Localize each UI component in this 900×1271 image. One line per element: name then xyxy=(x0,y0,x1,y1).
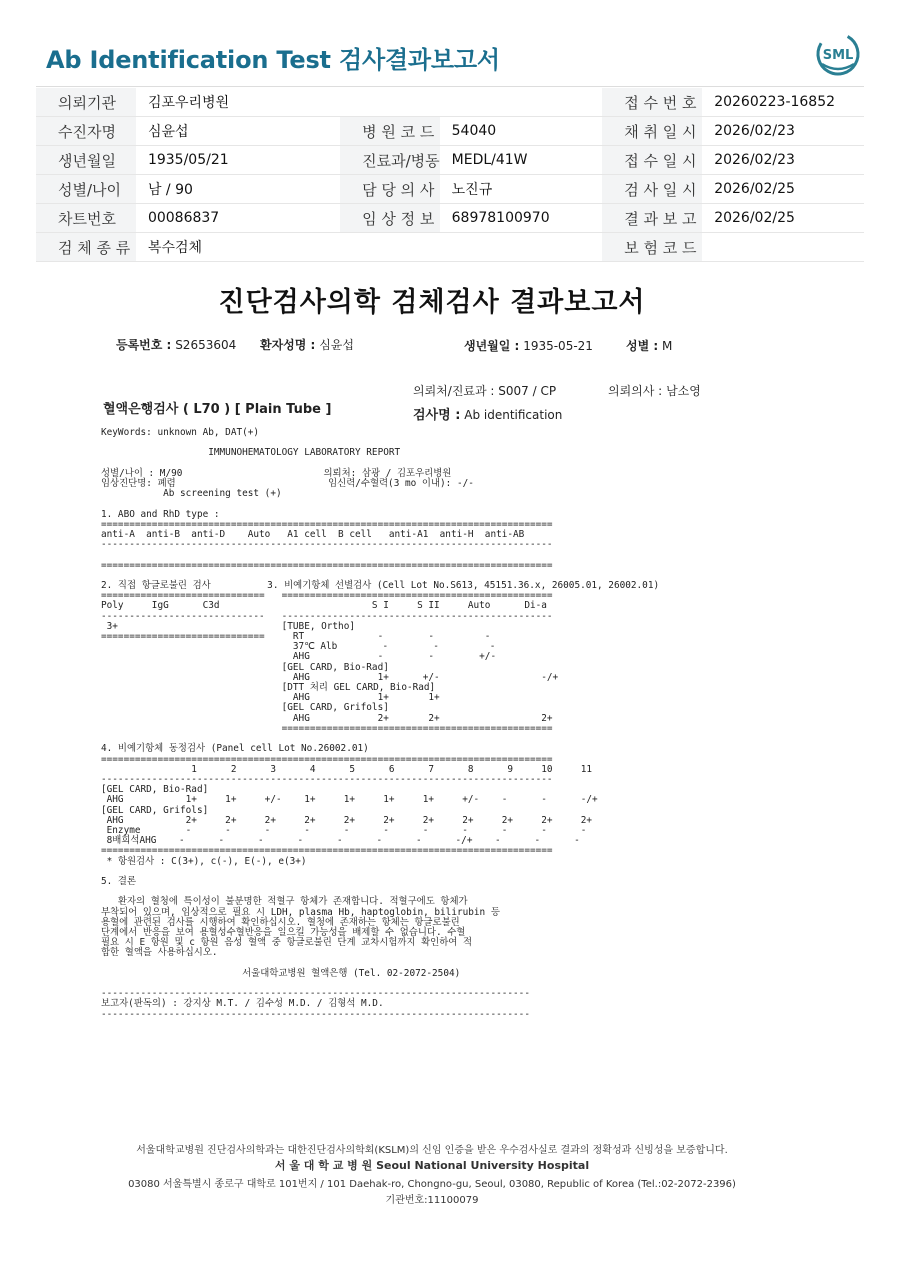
info-value xyxy=(440,88,603,117)
requesting-dept: 의뢰처/진료과 : S007 / CP xyxy=(413,384,557,398)
info-row xyxy=(36,233,864,262)
info-label: 차트번호 xyxy=(36,204,136,233)
info-value: 김포우리병원 xyxy=(136,88,340,117)
sml-logo xyxy=(814,30,862,78)
report-title: 진단검사의학 검체검사 결과보고서 xyxy=(218,287,646,318)
info-value: 2026/02/23 xyxy=(702,117,864,146)
logo-text: SML xyxy=(822,48,854,63)
info-value: 54040 xyxy=(440,117,603,146)
info-value: MEDL/41W xyxy=(440,146,603,175)
certification-note: 서울대학교병원 진단검사의학과는 대한진단검사의학회(KSLM)의 신임 인증을 받은 우수검사실로 결과의 정확성과 신빙성을 보증합니다. xyxy=(136,1145,728,1156)
info-label: 접 수 일 시 xyxy=(602,146,702,175)
info-value: 1935/05/21 xyxy=(136,146,340,175)
info-label: 결 과 보 고 xyxy=(602,204,702,233)
info-label: 병 원 코 드 xyxy=(340,117,440,146)
test-group: 혈액은행검사 ( L70 ) [ Plain Tube ] xyxy=(103,402,332,417)
info-label: 검 사 일 시 xyxy=(602,175,702,204)
info-row xyxy=(36,117,864,146)
info-value: 2026/02/25 xyxy=(702,175,864,204)
hospital-name: 서 울 대 학 교 병 원 Seoul National University Hospital xyxy=(274,1159,590,1172)
patient-name: 환자성명 : 심윤섭 xyxy=(260,338,354,352)
info-label: 수진자명 xyxy=(36,117,136,146)
info-label: 임 상 정 보 xyxy=(340,204,440,233)
info-label: 접 수 번 호 xyxy=(602,88,702,117)
info-value: 심윤섭 xyxy=(136,117,340,146)
info-label: 생년월일 xyxy=(36,146,136,175)
patient-info-table xyxy=(36,88,864,262)
info-label: 진료과/병동 xyxy=(340,146,440,175)
info-value: 00086837 xyxy=(136,204,340,233)
info-value: 68978100970 xyxy=(440,204,603,233)
birth-date: 생년월일 : 1935-05-21 xyxy=(464,339,593,353)
info-label: 의뢰기관 xyxy=(36,88,136,117)
header-divider xyxy=(36,86,864,87)
info-label: 채 취 일 시 xyxy=(602,117,702,146)
info-label xyxy=(340,233,440,262)
info-value: 노진규 xyxy=(440,175,603,204)
info-value: 남 / 90 xyxy=(136,175,340,204)
info-value xyxy=(440,233,603,262)
info-value: 20260223-16852 xyxy=(702,88,864,117)
info-label: 담 당 의 사 xyxy=(340,175,440,204)
info-label xyxy=(340,88,440,117)
info-row xyxy=(36,204,864,233)
test-name: 검사명 : Ab identification xyxy=(413,408,563,423)
info-label: 보 험 코 드 xyxy=(602,233,702,262)
info-value: 2026/02/25 xyxy=(702,204,864,233)
info-row xyxy=(36,175,864,204)
report-header-title: Ab Identification Test 검사결과보고서 xyxy=(46,46,500,74)
info-label: 성별/나이 xyxy=(36,175,136,204)
info-row xyxy=(36,146,864,175)
registration-number: 등록번호 : S2653604 xyxy=(116,338,237,352)
agency-number: 기관번호:11100079 xyxy=(385,1195,479,1206)
info-row xyxy=(36,88,864,117)
hospital-address: 03080 서울특별시 종로구 대학로 101번지 / 101 Daehak-ro, Chongno-gu, Seoul, 03080, Republic of Korea (Tel.:02-2072-2396) xyxy=(128,1179,736,1190)
lab-report-body: KeyWords: unknown Ab, DAT(+) IMMUNOHEMATOLOGY LABORATORY REPORT 성별/나이 : M/90 의뢰처: 삼광 / 김포우리병원 임상진단명: 폐렴 임신력/수혈력(3 mo 이내): -/- Ab screening test (+) 1. ABO and RhD type : ================================================================================ anti-A anti-B anti-D Auto A1 cell B cell anti-A1 anti-H anti-AB -------------------------------------------------------------------------------- ================================================================================ 2. 직접 항글로불린 검사 3. 비예기항체 선별검사 (Cell Lot No.S613, 45151.36.x, 26005.01, 26002.01) ============================= ================================================ Poly IgG C3d S I S II Auto Di-a ----------------------------- ------------------------------------------------ 3+ [TUBE, Ortho] ============================= RT - - - 37℃ Alb - - - AHG - - +/- [GEL CARD, Bio-Rad] AHG 1+ +/- -/+ [DTT 처리 GEL CARD, Bio-Rad] AHG 1+ 1+ [GEL CARD, Grifols] AHG 2+ 2+ 2+ ================================================ 4. 비예기항체 동정검사 (Panel cell Lot No.26002.01) ================================================================================ 1 2 3 4 5 6 7 8 9 10 11 -------------------------------------------------------------------------------- [GEL CARD, Bio-Rad] AHG 1+ 1+ +/- 1+ 1+ 1+ 1+ +/- - - -/+ [GEL CARD, Grifols] AHG 2+ 2+ 2+ 2+ 2+ 2+ 2+ 2+ 2+ 2+ 2+ Enzyme - - - - - - - - - - - 8배희석AHG - - - - - - - -/+ - - - ================================================================================ * 항원검사 : C(3+), c(-), E(-), e(3+) 5. 결론 환자의 혈청에 특이성이 불분명한 적혈구 항체가 존재합니다. 적혈구에도 항체가 부착되어 있으며, 임상적으로 필요 시 LDH, plasma Hb, haptoglobin, bilirubin 등 용혈에 관련된 검사를 시행하여 확인하십시오. 혈청에 존재하는 항체는 항글로불린 단계에서 반응을 보여 용혈성수혈반응을 일으킬 가능성을 배제할 수 없습니다. 수혈 필요 시 E 항원 및 c 항원 음성 혈액 중 항글로불린 단계 교차시험까지 확인하여 적 합한 혈액을 사용하십시오. 서울대학교병원 혈액은행 (Tel. 02-2072-2504) ---------------------------------------------------------------------------- 보고자(판독의) : 강지상 M.T. / 김수성 M.D. / 김형석 M.D. ---------------------------------------------------------------------------- xyxy=(101,427,660,1020)
info-value: 복수검체 xyxy=(136,233,340,262)
info-value: 2026/02/23 xyxy=(702,146,864,175)
info-value xyxy=(702,233,864,262)
sex: 성별 : M xyxy=(626,339,673,353)
requesting-doctor: 의뢰의사 : 남소영 xyxy=(608,384,701,398)
info-label: 검 체 종 류 xyxy=(36,233,136,262)
